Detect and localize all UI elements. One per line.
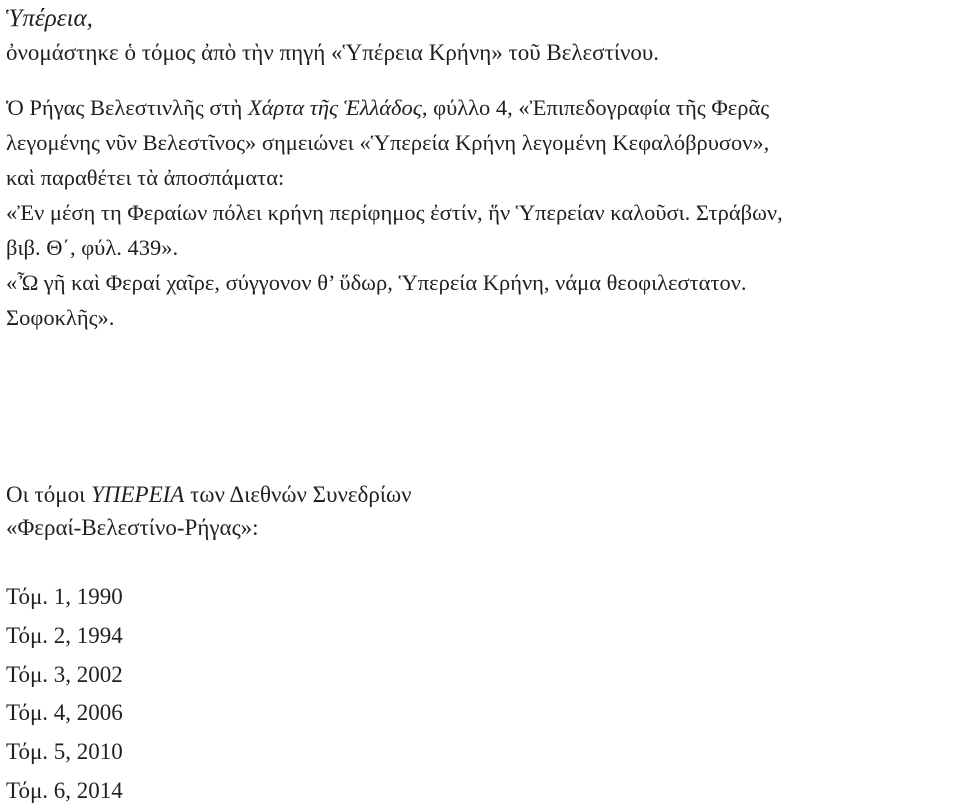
note-line-7: Σοφοκλῆς». [6,305,115,330]
page-title: Ὑπέρεια, [6,5,93,32]
volume-item: Τόμ. 4, 2006 [6,700,123,726]
note-line-4: «Ἐν μέση τη Φεραίων πόλει κρήνη περίφημος ἐστίν, ἥν Ὑπερείαν καλοῦσι. Στράβων, [6,200,783,225]
volume-list [6,578,123,811]
note-line-1-start: Ὁ Ρήγας Βελεστινλῆς στὴ [6,95,248,120]
congress-name: ΥΠΕΡΕΙΑ [91,482,185,507]
congress-heading [6,478,412,544]
note-line-5: βιβ. Θ΄, φύλ. 439». [6,235,179,260]
volume-item: Τόμ. 5, 2010 [6,739,123,765]
volume-item: Τόμ. 1, 1990 [6,584,123,609]
document-page [6,0,956,803]
volume-item: Τόμ. 6, 2014 [6,777,123,803]
congress-line-2: «Φεραί-Βελεστίνο-Ρήγας»: [6,515,259,540]
rigas-note [6,90,956,335]
volume-item: Τόμ. 2, 1994 [6,622,123,648]
congress-line-1 [6,478,412,511]
volume-item: Τόμ. 3, 2002 [6,661,123,687]
note-line-1-end: , φύλλο 4, «Ἐπιπεδογραφία τῆς Φερᾶς [421,95,770,120]
charta-title: Χάρτα τῆς Ἑλλάδος [247,95,422,120]
note-line-6: «Ὦ γῆ καὶ Φεραί χαῖρε, σύγγονον θ’ ὕδωρ, Ὑπερεία Κρήνη, νάμα θεοφιλεστατον. [6,270,747,295]
page-subtitle: ὀνομάστηκε ὁ τόμος ἀπὸ τὴν πηγή «Ὑπέρεια Κρήνη» τοῦ Βελεστίνου. [6,40,660,65]
note-line-3: καὶ παραθέτει τὰ ἀποσπάματα: [6,165,285,190]
congress-prefix: Οι τόμοι [6,482,92,507]
note-line-2: λεγομένης νῦν Βελεστῖνος» σημειώνει «Ὑπερεία Κρήνη λεγομένη Κεφαλόβρυσον», [6,130,770,155]
congress-suffix: των Διεθνών Συνεδρίων [184,482,412,507]
note-line-1 [6,90,956,125]
